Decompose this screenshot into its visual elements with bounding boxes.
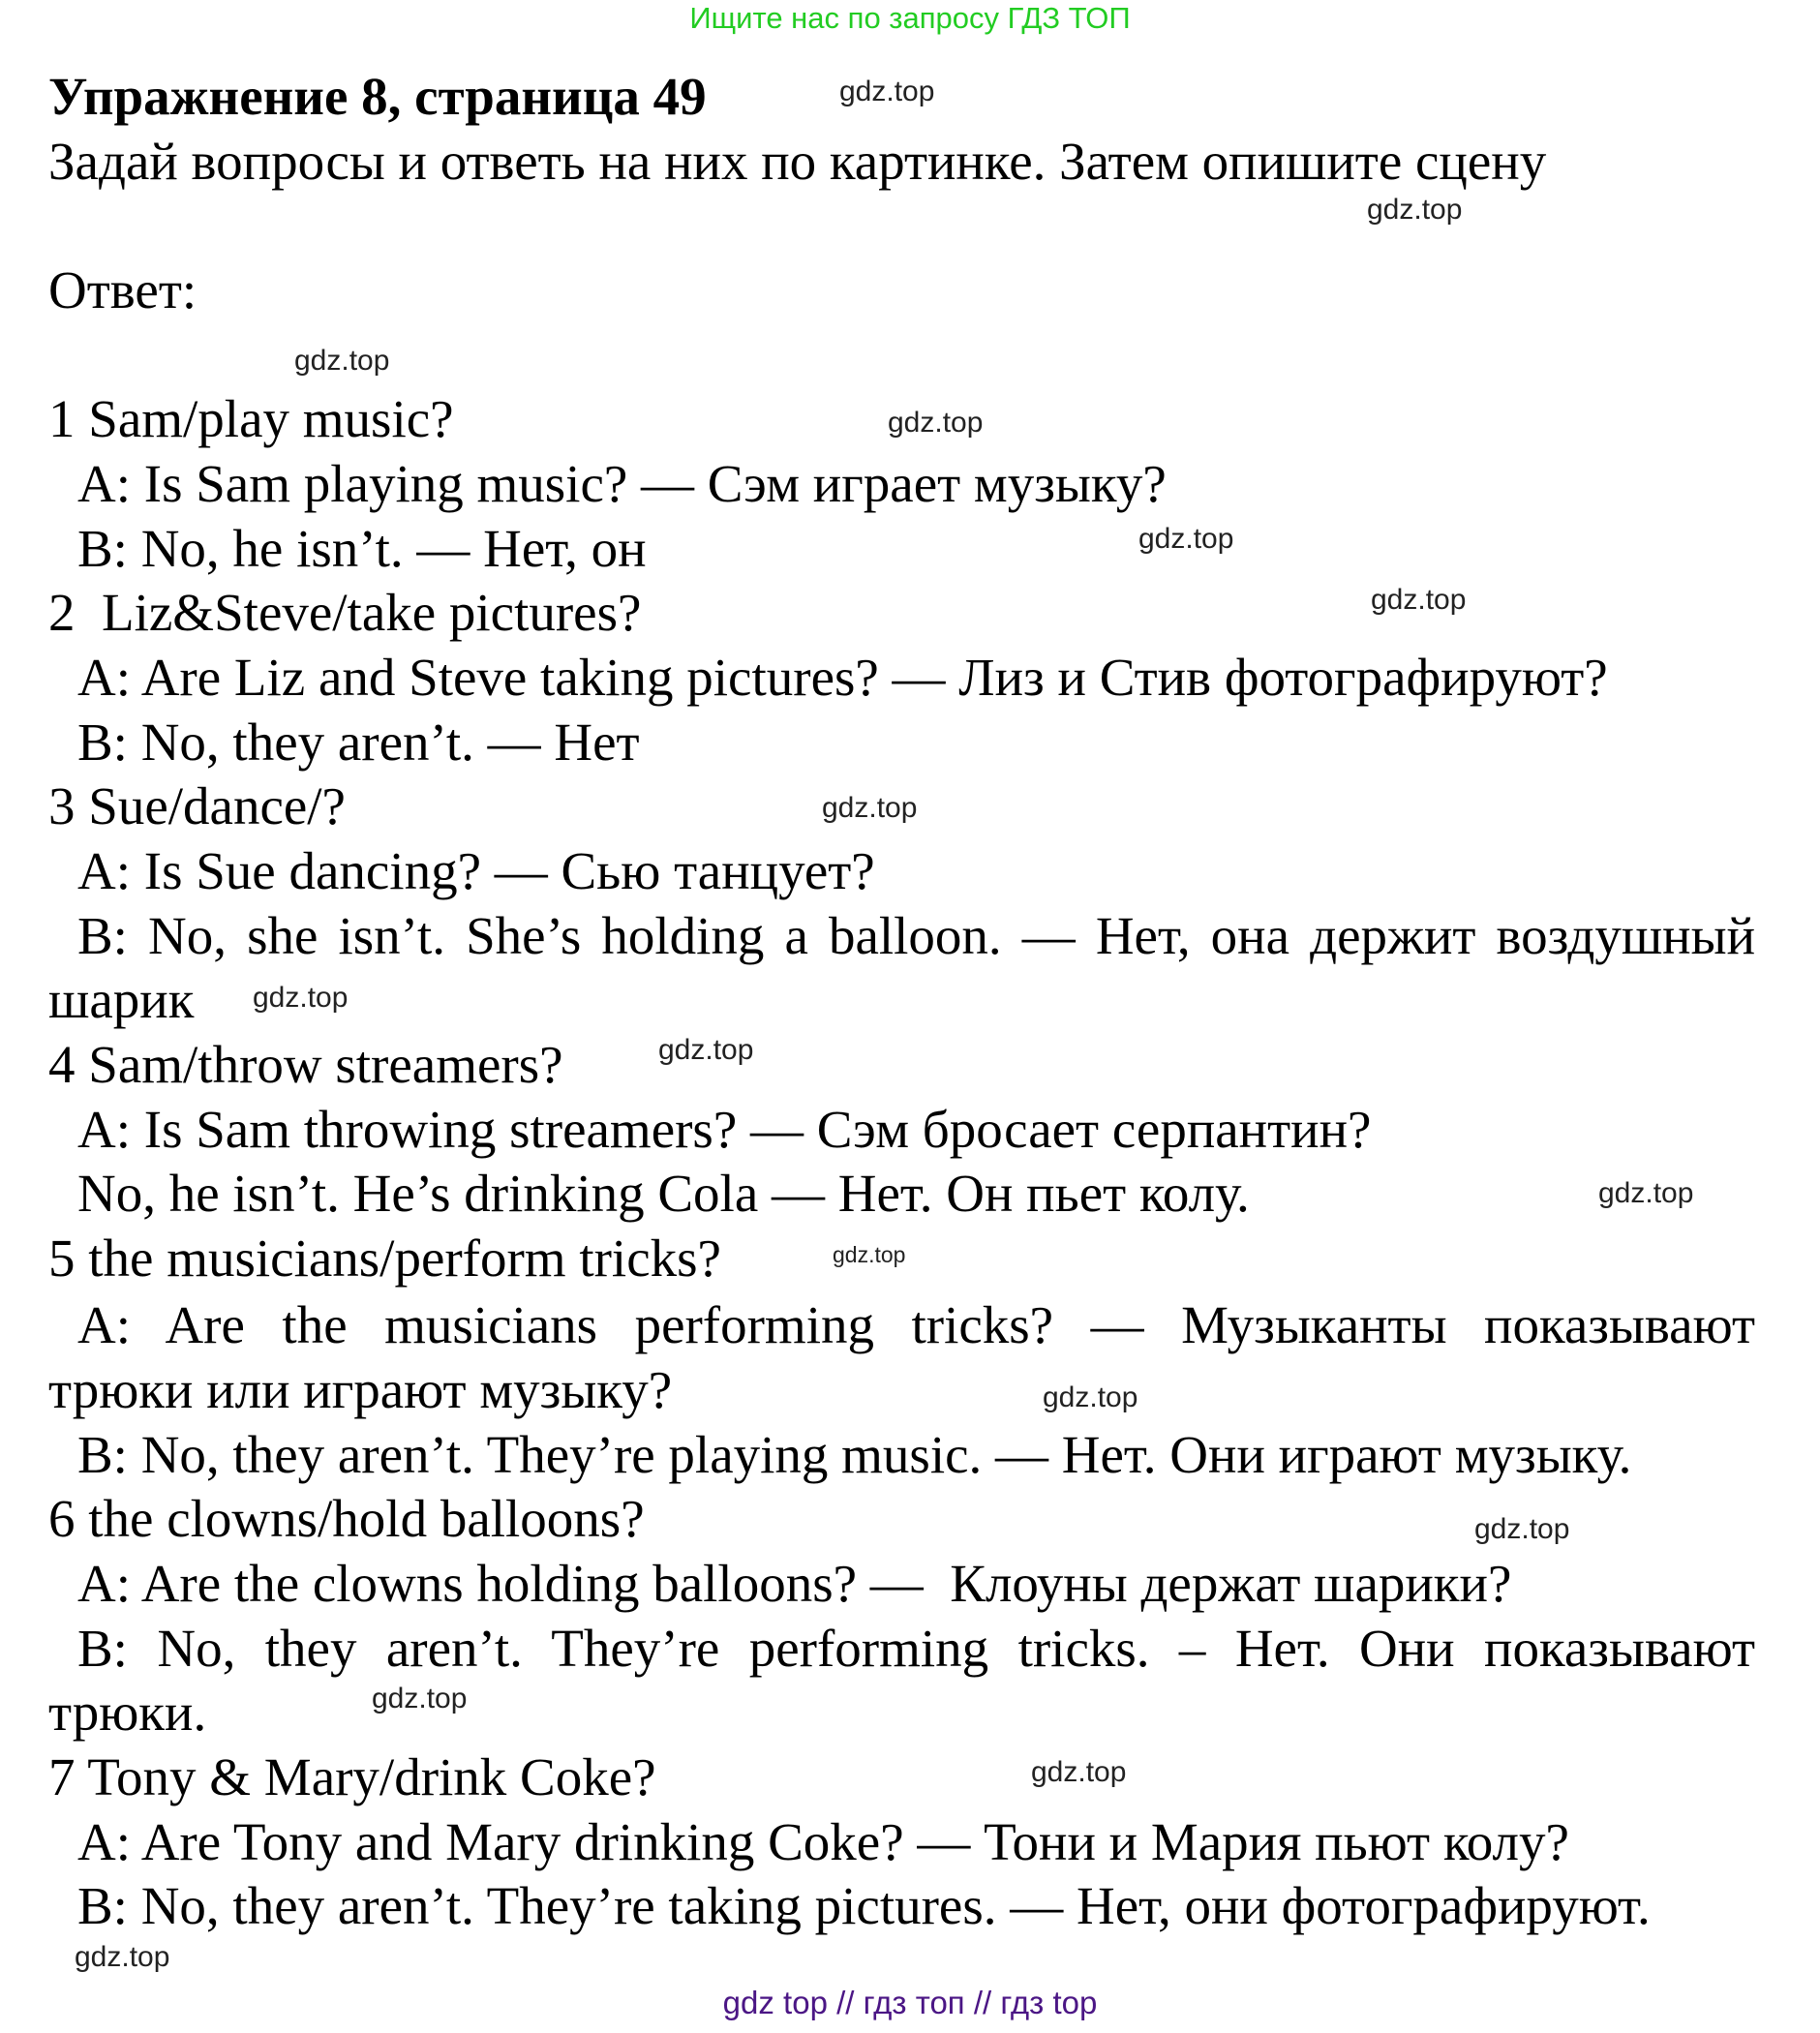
answer-line: 4 Sam/throw streamers? xyxy=(48,1035,563,1094)
watermark: gdz.top xyxy=(1031,1756,1127,1788)
answer-line: B: No, they aren’t. They’re taking pictures. — Нет, они фотографируют. xyxy=(77,1876,1651,1935)
exercise-instruction: Задай вопросы и ответь на них по картинке. Затем опишите сцену xyxy=(48,132,1547,191)
footer-links[interactable]: gdz top // гдз топ // гдз top xyxy=(722,1985,1098,2020)
watermark: gdz.top xyxy=(658,1034,754,1066)
answer-line: 7 Tony & Mary/drink Coke? xyxy=(48,1747,656,1806)
answer-line: A: Is Sam throwing streamers? — Сэм бросает серпантин? xyxy=(77,1100,1372,1159)
answer-line: A: Is Sam playing music? — Сэм играет музыку? xyxy=(77,454,1167,513)
answer-line: A: Are Tony and Mary drinking Coke? — Тони и Мария пьют колу? xyxy=(77,1812,1569,1871)
answer-line: A: Are the clowns holding balloons? — Клоуны держат шарики? xyxy=(77,1554,1512,1613)
watermark: gdz.top xyxy=(888,407,984,439)
answer-line: 2 Liz&Steve/take pictures? xyxy=(48,583,642,642)
watermark: gdz.top xyxy=(1367,194,1463,226)
answer-line: B: No, he isn’t. — Нет, он xyxy=(77,519,647,578)
watermark: gdz.top xyxy=(1371,584,1467,616)
answer-line: 5 the musicians/perform tricks? xyxy=(48,1229,721,1288)
answer-line: B: No, they aren’t. They’re performing tricks. – Нет. Они показывают xyxy=(77,1619,1755,1678)
watermark: gdz.top xyxy=(1474,1513,1570,1545)
answer-line: No, he isn’t. He’s drinking Cola — Нет. Он пьет колу. xyxy=(77,1164,1250,1223)
watermark: gdz.top xyxy=(822,792,918,824)
answer-line: A: Are Liz and Steve taking pictures? — Лиз и Стив фотографируют? xyxy=(77,648,1608,707)
answer-line: трюки. xyxy=(48,1683,207,1742)
watermark: gdz.top xyxy=(1598,1177,1694,1209)
watermark: gdz.top xyxy=(253,982,349,1014)
answer-line: 1 Sam/play music? xyxy=(48,389,454,448)
watermark: gdz.top xyxy=(1043,1381,1138,1413)
answer-line: B: No, they aren’t. — Нет xyxy=(77,713,640,772)
answer-line: трюки или играют музыку? xyxy=(48,1360,673,1419)
answer-line: B: No, she isn’t. She’s holding a balloon. — Нет, она держит воздушный xyxy=(77,906,1755,965)
answer-line: A: Are the musicians performing tricks? — Музыканты показывают xyxy=(77,1295,1755,1354)
answer-line: 3 Sue/dance/? xyxy=(48,776,346,835)
watermark: gdz.top xyxy=(75,1941,170,1973)
answer-line: шарик xyxy=(48,970,195,1029)
page-title: Упражнение 8, страница 49 xyxy=(48,67,707,126)
watermark: gdz.top xyxy=(1138,523,1234,555)
answer-line: 6 the clowns/hold balloons? xyxy=(48,1489,645,1548)
answer-line: B: No, they aren’t. They’re playing music. — Нет. Они играют музыку. xyxy=(77,1425,1632,1484)
answer-line: Ответ: xyxy=(48,260,197,319)
watermark: gdz.top xyxy=(833,1242,906,1267)
watermark: gdz.top xyxy=(294,345,390,377)
answer-line: A: Is Sue dancing? — Сью танцует? xyxy=(77,841,875,900)
search-banner-link[interactable]: Ищите нас по запросу ГДЗ ТОП xyxy=(689,1,1131,35)
watermark: gdz.top xyxy=(839,76,935,107)
watermark: gdz.top xyxy=(372,1683,468,1714)
